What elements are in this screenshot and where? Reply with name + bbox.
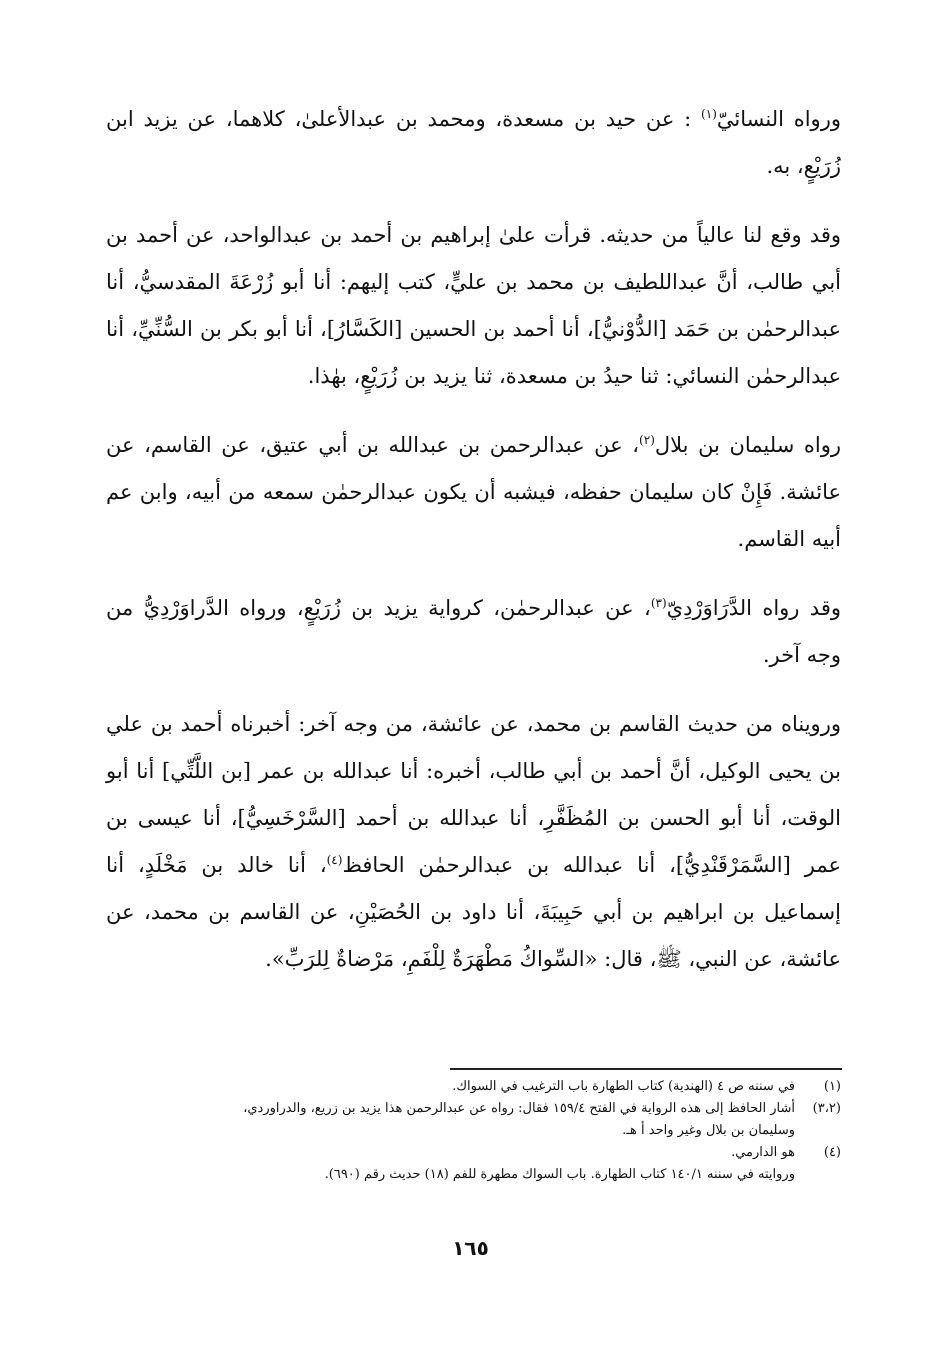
footnote-number: (٤) [823, 1145, 841, 1160]
page-number: ١٦٥ [452, 1236, 489, 1260]
paragraph-nasai-narration [106, 96, 841, 190]
footnote-separator [450, 1068, 842, 1070]
footnote-ref-3: (٣) [650, 596, 667, 610]
footnote-text: أشار الحافظ إلى هذه الرواية في الفتح ١٥٩/٤ فقال: رواه عن عبدالرحمن هذا يزيد بن زريع، والدراوردي، [243, 1101, 795, 1116]
footnote-text: وسليمان بن بلال وغير واحد أ هـ. [622, 1123, 795, 1138]
paragraph-text: : عن حيد بن مسعدة، ومحمد بن عبدالأعلىٰ، كلاهما، عن يزيد ابن زُرَيْعٍ، به. [106, 107, 841, 178]
paragraph-text: رواه سليمان بن بلال [654, 433, 841, 457]
paragraph-qasim-narration [106, 701, 841, 983]
footnote-text: هو الدارمي. [731, 1145, 795, 1160]
main-text [106, 96, 841, 1005]
footnote-1 [106, 1076, 841, 1098]
paragraph-isnad-chain [106, 212, 841, 400]
paragraph-text: ، عن عبدالرحمن بن عبدالله بن أبي عتيق، عن القاسم، عن عائشة. فَإِنْ كان سليمان حفظه، فيشبه أن يكون عبدالرحمٰن سمعه من أبيه، وابن عم أبيه القاسم. [106, 433, 841, 551]
footnote-number: (١) [823, 1079, 841, 1094]
footnote-ref-1: (١) [701, 107, 717, 121]
footnote-4-continued [106, 1164, 795, 1186]
paragraph-text: ورواه النسائيّ [716, 107, 841, 131]
footnote-2-3-continued [106, 1120, 795, 1142]
footnote-text: في سننه ص ٤ (الهندية) كتاب الطهارة باب الترغيب في السواك. [452, 1079, 795, 1094]
footnote-4 [106, 1142, 841, 1164]
paragraph-text: وقد وقع لنا عالياً من حديثه. قرأت علىٰ إبراهيم بن أحمد بن عبدالواحد، عن أحمد بن أبي طالب، أنَّ عبداللطيف بن محمد بن عليٍّ، كتب إليهم: أنا أبو زُرْعَةَ المقدسيُّ، أنا عبدالرحمٰن بن حَمَد [الدُّوْنيُّ]، أنا أحمد بن الحسين [الكَسَّارُ]، أنا أبو بكر بن السُّنِّيِّ، أنا عبدالرحمٰن النسائي: ثنا حيدُ بن مسعدة، ثنا يزيد بن زُرَيْعٍ، بهٰذا. [106, 223, 841, 388]
footnote-2-3 [106, 1098, 841, 1120]
footnote-ref-2: (٢) [639, 433, 655, 447]
footnotes [106, 1076, 841, 1186]
paragraph-text: وقد رواه الدَّرَاوَرْدِيّ [666, 596, 842, 620]
paragraph-sulayman-narration [106, 422, 841, 563]
footnote-ref-4: (٤) [326, 853, 343, 867]
footnote-number: (٣،٢) [812, 1101, 841, 1116]
footnote-text: وروايته في سننه ١٤٠/١ كتاب الطهارة. باب السواك مطهرة للفم (١٨) حديث رقم (٦٩٠). [324, 1167, 795, 1182]
paragraph-darawardi-narration [106, 585, 841, 679]
paragraph-text: ، أنا خالد بن مَخْلَدٍ، أنا إسماعيل بن ابراهيم بن أبي حَبِيبَةَ، أنا داود بن الحُصَيْنِ، عن القاسم بن محمد، عن عائشة، عن النبي، ﷺ، قال: «السِّواكُ مَطْهَرَةٌ لِلْفَمِ، مَرْضاةٌ لِلرَبِّ». [106, 853, 841, 971]
paragraph-text: ، عن عبدالرحمٰن، كرواية يزيد بن زُرَيْعٍ، ورواه الدَّراوَرْدِيُّ من وجه آخر. [106, 596, 841, 667]
paragraph-text: ورويناه من حديث القاسم بن محمد، عن عائشة، من وجه آخر: أخبرناه أحمد بن علي بن يحيى الوكيل، أنَّ أحمد بن أبي طالب، أخبره: أنا عبدالله بن عمر [بن اللَّتِّي] أنا أبو الوقت، أنا أبو الحسن بن المُظَفَّرِ، أنا عبدالله بن أحمد [السَّرْخَسِيُّ]، أنا عيسى بن عمر [السَّمَرْقَنْدِيُّ]، أنا عبدالله بن عبدالرحمٰن الحافظ [106, 712, 842, 877]
